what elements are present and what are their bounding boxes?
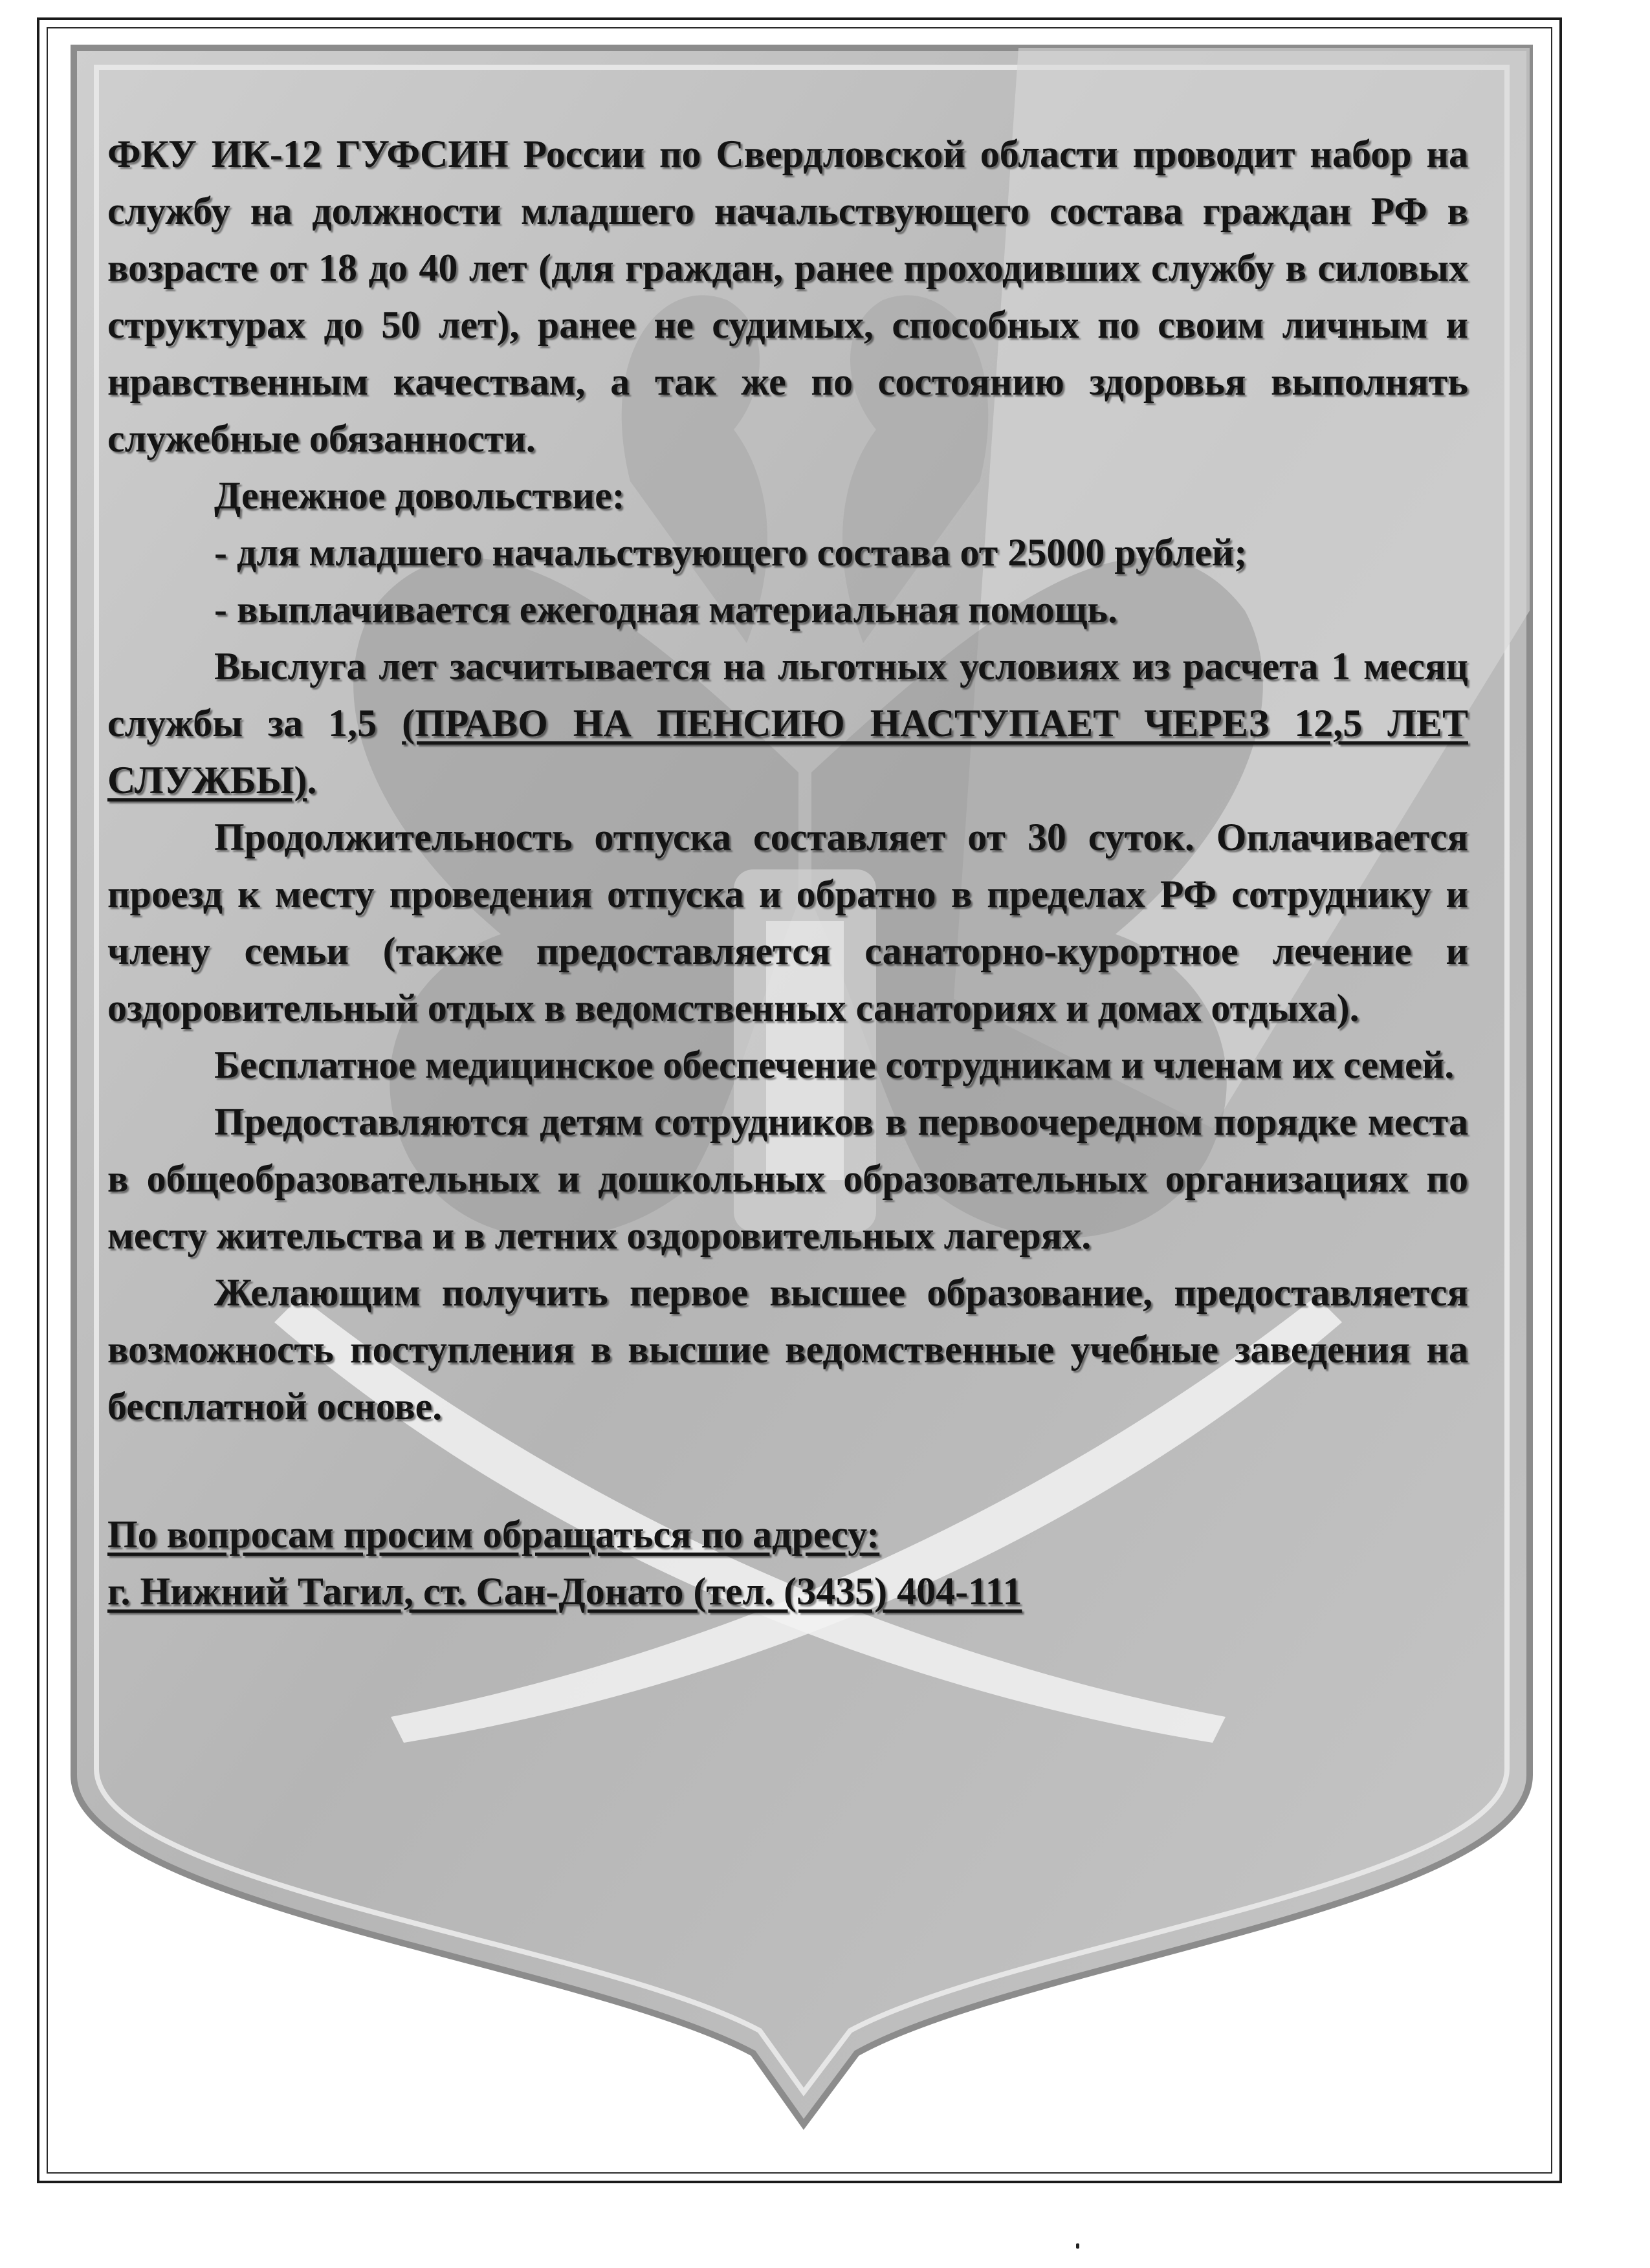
poster-text [107, 125, 1468, 1620]
service-paragraph [107, 638, 1468, 809]
children-paragraph: Предоставляются детям сотрудников в первоочередном порядке места в общеобразовательных и дошкольных образовательных организациях по месту жительства и в летних оздоровительных лагерях. [107, 1100, 1468, 1257]
education-paragraph: Желающим получить первое высшее образование, предоставляется возможность поступления в высшие ведомственные учебные заведения на бесплатной основе. [107, 1271, 1468, 1428]
medical-paragraph: Бесплатное медицинское обеспечение сотрудникам и членам их семей. [214, 1043, 1455, 1086]
contact-address: г. Нижний Тагил, ст. Сан-Донато (тел. (3435) 404-111 [107, 1570, 1022, 1613]
intro-paragraph: ФКУ ИК-12 ГУФСИН России по Свердловской области проводит набор на службу на должности младшего начальствующего состава граждан РФ в возрасте от 18 до 40 лет (для граждан, ранее проходивших службу в силовых структурах до 50 лет), ранее не судимых, способных по своим личным и нравственным качествам, а так же по состоянию здоровья выполнять служебные обязанности. [107, 133, 1468, 460]
service-end: . [307, 759, 317, 801]
vacation-paragraph: Продолжительность отпуска составляет от 30 суток. Оплачивается проезд к месту проведения отпуска и обратно в пределах РФ сотруднику и члену семьи (также предоставляется санаторно-курортное лечение и оздоровительный отдых в ведомственных санаториях и домах отдыха). [107, 816, 1468, 1029]
pay-item-aid: - выплачивается ежегодная материальная помощь. [214, 588, 1117, 631]
scan-mark [1076, 2243, 1079, 2249]
pay-heading: Денежное довольствие: [214, 474, 625, 517]
pension-emphasis: (ПРАВО НА ПЕНСИЮ НАСТУПАЕТ ЧЕРЕЗ 12,5 ЛЕТ СЛУЖБЫ) [107, 702, 1468, 801]
contact-block [107, 1506, 1468, 1620]
pay-item-salary: - для младшего начальствующего состава от 25000 рублей; [214, 531, 1248, 574]
poster-frame [47, 27, 1552, 2174]
service-text: Выслуга лет засчитывается на льготных условиях из расчета 1 месяц службы за 1,5 [107, 645, 1468, 745]
contact-heading: По вопросам просим обращаться по адресу: [107, 1513, 880, 1556]
